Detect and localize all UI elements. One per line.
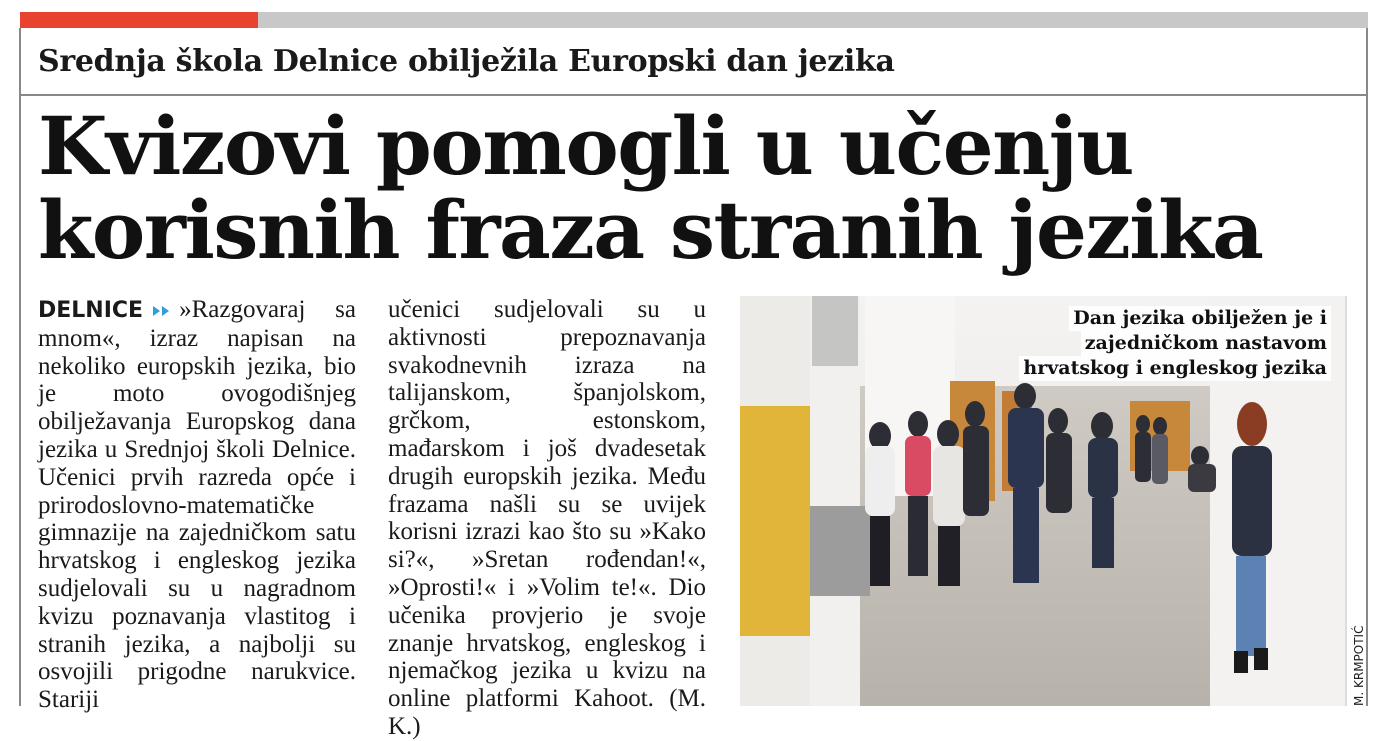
caption-line-2: zajedničkom nastavom — [1081, 331, 1331, 356]
kicker-title: Srednja škola Delnice obilježila Europski dan jezika — [38, 44, 895, 79]
left-border — [19, 94, 21, 706]
top-color-bar — [20, 12, 1368, 28]
right-border — [1366, 94, 1368, 706]
double-arrow-icon — [151, 303, 173, 319]
headline-line-2: korisnih fraza stranih jezika — [38, 183, 1263, 277]
photo-credit: M. KRMPOTIĆ — [1352, 625, 1366, 706]
accent-stripe — [20, 12, 258, 28]
body-column-1 — [38, 296, 356, 714]
body-text-2: učenici sudjelovali su u aktivnosti prepoznavanja svakodnevnih izraza na talijanskom, španjolskom, grčkom, estonskom, mađarskom i još dvadesetak drugih europskih jezika. Među frazama našli su se uvijek korisni izrazi kao što su »Kako si?«, »Sretan rođendan!«, »Oprosti!« i »Volim te!«. Dio učenika provjerio je svoje znanje hrvatskog, engleskog i njemačkog jezika u kvizu na online platformi Kahoot. (M. K.) — [388, 296, 706, 740]
headline-line-1: Kvizovi pomogli u učenju — [38, 99, 1133, 193]
dateline: DELNICE — [38, 298, 144, 323]
photo-caption — [1019, 306, 1331, 381]
caption-line-1: Dan jezika obilježen je i — [1069, 306, 1331, 331]
school-hallway-photo — [740, 296, 1347, 706]
body-text-1: »Razgovaraj sa mnom«, izraz napisan na nekoliko europskih jezika, bio je moto ovogodišnjeg obilježavanja Europskog dana jezika u Srednjoj školi Delnice. Učenici prvih razreda opće i prirodoslovno-matematičke gimnazije na zajedničkom satu hrvatskog i engleskog jezika sudjelovali su u nagradnom kvizu poznavanja vlastitog i stranih jezika, a najbolji su osvojili prigodne narukvice. Stariji — [38, 296, 356, 714]
headline — [38, 99, 1358, 277]
caption-line-3: hrvatskog i engleskog jezika — [1019, 356, 1331, 381]
body-column-2 — [388, 296, 706, 741]
